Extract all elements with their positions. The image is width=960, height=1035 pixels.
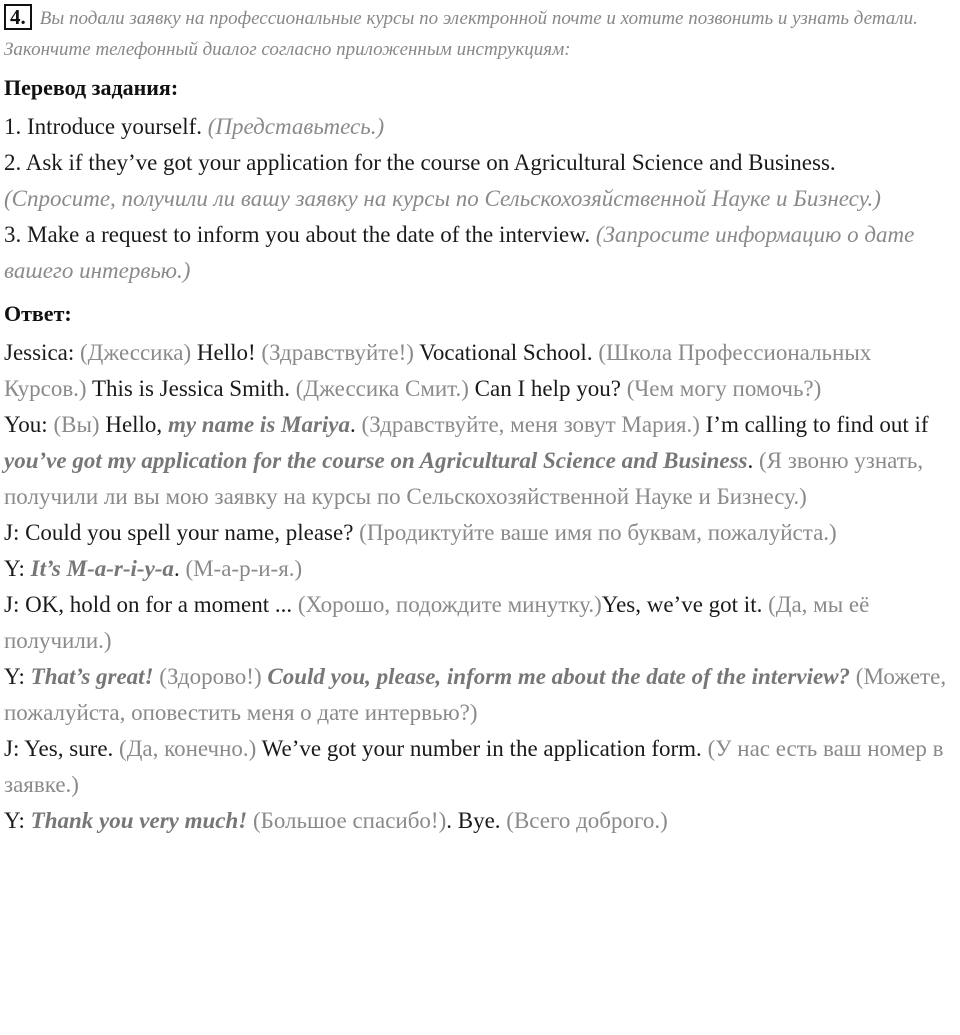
translation: (М-а-р-и-я.) bbox=[185, 556, 303, 581]
answer-heading: Ответ: bbox=[4, 301, 72, 326]
phrase: I’m calling to find out if bbox=[705, 412, 929, 437]
translation: (Джессика Смит.) bbox=[295, 376, 475, 401]
translation: (Большое спасибо!) bbox=[247, 808, 447, 833]
instruction-en: 1. Introduce yourself. bbox=[4, 114, 208, 139]
instruction-en: 2. Ask if they’ve got your application for the course on Agricultural Science and Business. bbox=[4, 150, 836, 175]
instruction-list bbox=[4, 109, 952, 289]
phrase: Vocational School. bbox=[419, 340, 599, 365]
phrase: Hello, bbox=[105, 412, 168, 437]
phrase: J: OK, hold on for a moment ... bbox=[4, 592, 298, 617]
translation: (Всего доброго.) bbox=[506, 808, 668, 833]
instruction-item bbox=[4, 145, 952, 217]
translation: (Да, конечно.) bbox=[119, 736, 262, 761]
dialogue-line bbox=[4, 731, 952, 803]
dialogue-line bbox=[4, 803, 952, 839]
dialogue bbox=[4, 335, 952, 839]
answer-fill: That’s great! bbox=[30, 664, 154, 689]
speaker-label: Y: bbox=[4, 664, 31, 689]
dialogue-line bbox=[4, 335, 952, 407]
translation: (Я звоню узнать, получили ли вы мою заявку на курсы по Сельскохозяйственной Науке и Бизнесу.) bbox=[4, 448, 924, 509]
instruction-item bbox=[4, 217, 952, 289]
translation: (Джессика) bbox=[80, 340, 197, 365]
instruction-en: 3. Make a request to inform you about the date of the interview. bbox=[4, 222, 596, 247]
translation: (Хорошо, подождите минутку.) bbox=[297, 592, 602, 617]
translation: (Продиктуйте ваше имя по буквам, пожалуйста.) bbox=[359, 520, 837, 545]
phrase: . Bye. bbox=[446, 808, 507, 833]
speaker-label: Y: bbox=[4, 808, 31, 833]
answer-fill: my name is Mariya bbox=[167, 412, 351, 437]
instruction-ru: (Запросите информацию о дате вашего интервью.) bbox=[4, 222, 915, 283]
dialogue-line bbox=[4, 407, 952, 515]
answer-fill: Could you, please, inform me about the date of the interview? bbox=[267, 664, 851, 689]
translation: (У нас есть ваш номер в заявке.) bbox=[4, 736, 944, 797]
dialogue-line bbox=[4, 551, 952, 587]
translation: (Можете, пожалуйста, оповестить меня о дате интервью?) bbox=[4, 664, 947, 725]
translation: (Здравствуйте, меня зовут Мария.) bbox=[361, 412, 706, 437]
answer-fill: you’ve got my application for the course on Agricultural Science and Business bbox=[4, 448, 748, 473]
task-header bbox=[4, 4, 952, 32]
phrase: J: Could you spell your name, please? bbox=[4, 520, 360, 545]
instruction-ru: (Представьтесь.) bbox=[207, 114, 385, 139]
instruction-item bbox=[4, 109, 952, 145]
translation: (Чем могу помочь?) bbox=[626, 376, 822, 401]
answer-fill: It’s M-a-r-i-y-a bbox=[30, 556, 174, 581]
phrase: Hello! bbox=[196, 340, 262, 365]
task-instruction: Закончите телефонный диалог согласно приложенным инструкциям: bbox=[4, 39, 571, 60]
phrase: . bbox=[173, 556, 186, 581]
translation-heading: Перевод задания: bbox=[4, 75, 179, 100]
task-description: Вы подали заявку на профессиональные курсы по электронной почте и хотите позвонить и узнать детали. bbox=[39, 8, 918, 29]
dialogue-line bbox=[4, 587, 952, 659]
instruction-ru: (Спросите, получили ли вашу заявку на курсы по Сельскохозяйственной Науке и Бизнесу.) bbox=[4, 186, 881, 211]
phrase: Can I help you? bbox=[474, 376, 627, 401]
dialogue-line bbox=[4, 515, 952, 551]
translation: (Вы) bbox=[53, 412, 106, 437]
translation: (Здравствуйте!) bbox=[261, 340, 420, 365]
translation: (Здорово!) bbox=[153, 664, 268, 689]
translation: (Да, мы её получили.) bbox=[4, 592, 870, 653]
phrase: We’ve got your number in the application form. bbox=[261, 736, 708, 761]
phrase: This is Jessica Smith. bbox=[91, 376, 296, 401]
speaker-label: Jessica: bbox=[4, 340, 81, 365]
speaker-label: You: bbox=[4, 412, 54, 437]
speaker-label: Y: bbox=[4, 556, 31, 581]
translation: (Школа Профессиональных Курсов.) bbox=[4, 340, 872, 401]
task-number-box: 4. bbox=[4, 4, 32, 30]
phrase: Yes, we’ve got it. bbox=[601, 592, 769, 617]
answer-fill: Thank you very much! bbox=[30, 808, 248, 833]
phrase: J: Yes, sure. bbox=[4, 736, 120, 761]
dialogue-line bbox=[4, 659, 952, 731]
phrase: . bbox=[350, 412, 362, 437]
phrase: . bbox=[747, 448, 759, 473]
